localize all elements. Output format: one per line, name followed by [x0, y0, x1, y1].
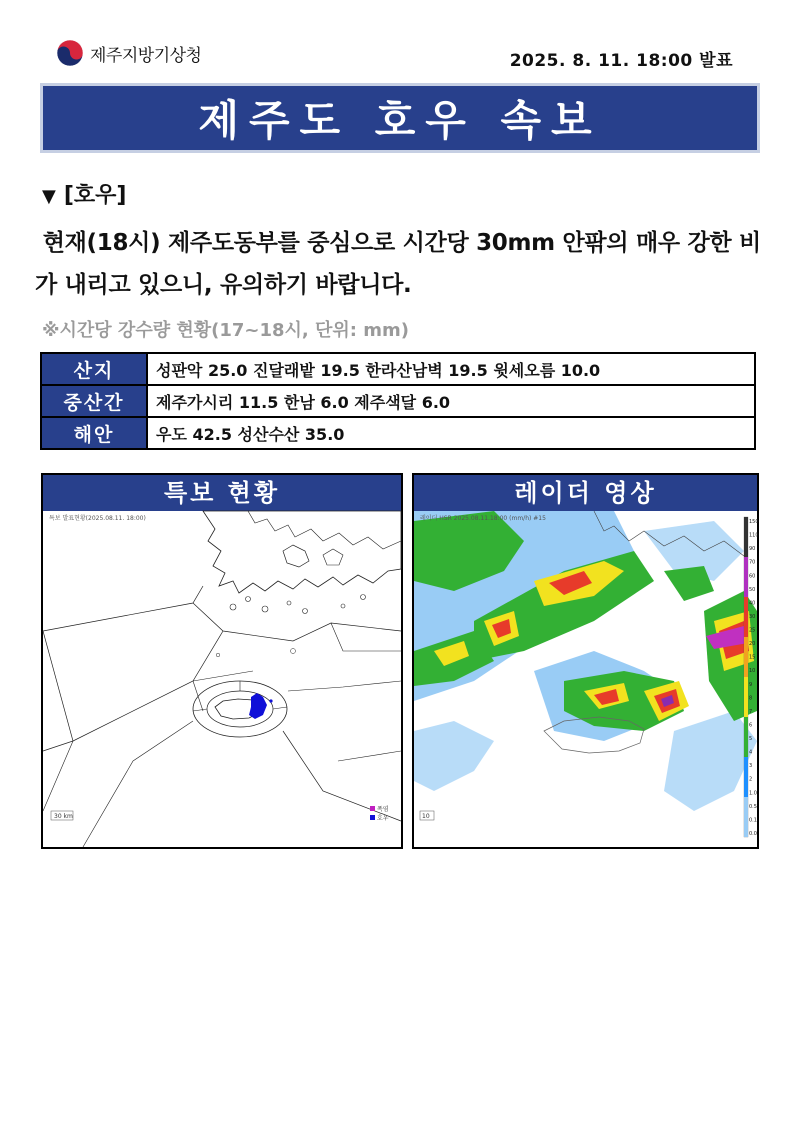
colorbar-tick-label: 5 [749, 736, 753, 743]
warning-caption: 특보 발표현황(2025.08.11. 18:00) [49, 515, 146, 522]
table-row [41, 385, 755, 417]
warning-map [43, 511, 401, 847]
colorbar-tick-label: 0.1 [749, 817, 757, 824]
page-title: 제주도 호우 속보 [198, 96, 602, 145]
radar-scale: 10 [422, 813, 430, 820]
radar-caption: 레이더 HSR 2025.08.11.18:00 (mm/h) #15 [420, 515, 546, 522]
taegeuk-logo-icon [55, 38, 85, 68]
colorbar-tick-label: 15 [749, 654, 756, 661]
colorbar-tick-label: 70 [749, 559, 756, 566]
colorbar-tick-label: 9 [749, 681, 753, 688]
row-category: 중산간 [41, 385, 147, 417]
colorbar-tick-label: 90 [749, 546, 756, 553]
legend-rain-swatch [370, 815, 375, 820]
legend-heat-swatch [370, 806, 375, 811]
colorbar-tick-label: 8 [749, 695, 753, 702]
row-values: 우도 42.5 성산수산 35.0 [147, 417, 755, 449]
agency-logo [55, 38, 201, 68]
colorbar-tick-label: 40 [749, 600, 756, 607]
colorbar-tick-label: 7 [749, 708, 753, 715]
colorbar-tick-label: 30 [749, 613, 756, 620]
radar-panel-title: 레이더 영상 [414, 475, 757, 511]
row-values: 제주가시리 11.5 한남 6.0 제주색달 6.0 [147, 385, 755, 417]
colorbar-tick-label: 60 [749, 573, 756, 580]
legend-heat-label: 폭염 [377, 806, 389, 813]
colorbar-tick-label: 110 [749, 532, 759, 539]
colorbar-tick-label: 6 [749, 722, 753, 729]
row-category: 산지 [41, 353, 147, 385]
rainfall-table [40, 352, 756, 450]
radar-image [414, 511, 757, 847]
issue-datetime: 2025. 8. 11. 18:00 발표 [509, 51, 733, 71]
row-category: 해안 [41, 417, 147, 449]
section-heading-text: [호우] [63, 183, 127, 208]
agency-name: 제주지방기상청 [90, 45, 202, 66]
row-values: 성판악 25.0 진달래밭 19.5 한라산남벽 19.5 윗세오름 10.0 [147, 353, 755, 385]
colorbar-tick-label: 0.0 [749, 831, 757, 837]
triangle-down-icon: ▼ [42, 186, 56, 207]
title-banner [40, 83, 760, 153]
table-row [41, 353, 755, 385]
colorbar-tick-label: 50 [749, 586, 756, 593]
rainfall-note: ※시간당 강수량 현황(17~18시, 단위: mm) [42, 320, 410, 341]
colorbar-tick-label: 1.0 [749, 790, 757, 797]
warning-status-panel [41, 473, 403, 849]
table-row [41, 417, 755, 449]
colorbar-tick-label: 4 [749, 749, 753, 756]
colorbar-tick-label: 20 [749, 641, 756, 648]
map-scale: 30 km [54, 813, 73, 820]
colorbar-tick-label: 2 [749, 776, 753, 783]
bulletin-text: 현재(18시) 제주도동부를 중심으로 시간당 30mm 안팎의 매우 강한 비가 내리고 있으니, 유의하기 바랍니다. [35, 230, 761, 298]
colorbar-tick-label: 25 [749, 627, 756, 634]
colorbar-tick-label: 3 [749, 763, 753, 770]
radar-panel [412, 473, 759, 849]
section-heading [42, 178, 126, 209]
warning-panel-title: 특보 현황 [43, 475, 401, 511]
colorbar-tick-label: 10 [749, 668, 756, 675]
radar-colorbar [744, 517, 748, 837]
legend-rain-label: 호우 [377, 815, 389, 822]
colorbar-tick-label: 150 [749, 519, 759, 525]
colorbar-tick-label: 0.5 [749, 803, 757, 810]
page-header [55, 38, 745, 78]
